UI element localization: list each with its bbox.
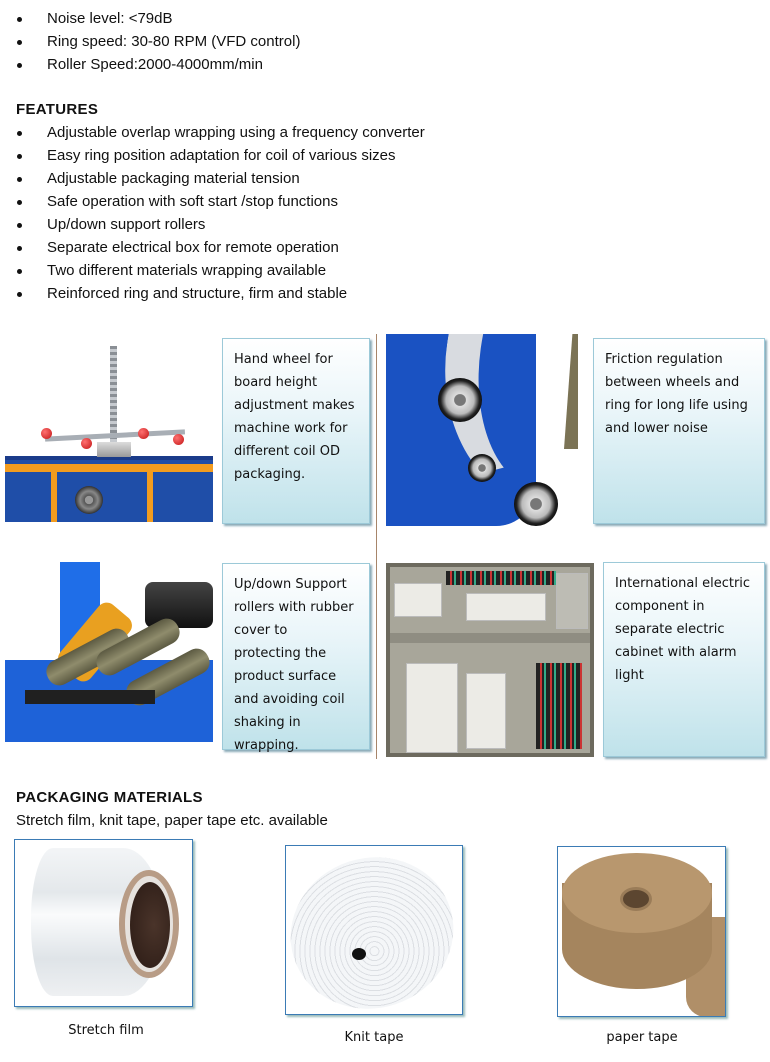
hand-wheel-caption: Hand wheel for board height adjustment makes machine work for different coil OD packaging. bbox=[222, 338, 370, 524]
stretch-film-label: Stretch film bbox=[68, 1023, 144, 1038]
feature-item: Separate electrical box for remote operation bbox=[14, 236, 425, 259]
feature-item: Two different materials wrapping available bbox=[14, 259, 425, 282]
support-rollers-caption: Up/down Support rollers with rubber cover to protecting the product surface and avoiding coil shaking in wrapping. bbox=[222, 563, 370, 750]
knit-tape-label: Knit tape bbox=[344, 1030, 404, 1045]
packaging-subtitle: Stretch film, knit tape, paper tape etc. available bbox=[16, 812, 328, 829]
hand-wheel-photo bbox=[5, 334, 213, 522]
spec-item: Ring speed: 30-80 RPM (VFD control) bbox=[14, 30, 300, 53]
electric-cabinet-caption: International electric component in separate electric cabinet with alarm light bbox=[603, 562, 765, 757]
feature-item: Adjustable packaging material tension bbox=[14, 167, 425, 190]
feature-item: Reinforced ring and structure, firm and stable bbox=[14, 282, 425, 305]
feature-item: Adjustable overlap wrapping using a frequency converter bbox=[14, 121, 425, 144]
specs-list bbox=[14, 7, 300, 76]
paper-tape-image bbox=[557, 846, 726, 1017]
spec-item: Noise level: <79dB bbox=[14, 7, 300, 30]
spec-item: Roller Speed:2000-4000mm/min bbox=[14, 53, 300, 76]
knit-tape-image bbox=[285, 845, 463, 1015]
feature-item: Easy ring position adaptation for coil of various sizes bbox=[14, 144, 425, 167]
friction-wheels-caption: Friction regulation between wheels and ring for long life using and lower noise bbox=[593, 338, 765, 524]
features-list bbox=[14, 121, 425, 305]
paper-tape-label: paper tape bbox=[606, 1030, 678, 1045]
stretch-film-image bbox=[14, 839, 193, 1007]
feature-item: Safe operation with soft start /stop functions bbox=[14, 190, 425, 213]
features-heading: FEATURES bbox=[16, 101, 99, 118]
gallery-divider bbox=[376, 334, 377, 759]
feature-item: Up/down support rollers bbox=[14, 213, 425, 236]
support-rollers-photo bbox=[5, 562, 213, 742]
friction-wheels-photo bbox=[386, 334, 578, 526]
packaging-heading: PACKAGING MATERIALS bbox=[16, 789, 203, 806]
electric-cabinet-photo bbox=[386, 563, 594, 757]
